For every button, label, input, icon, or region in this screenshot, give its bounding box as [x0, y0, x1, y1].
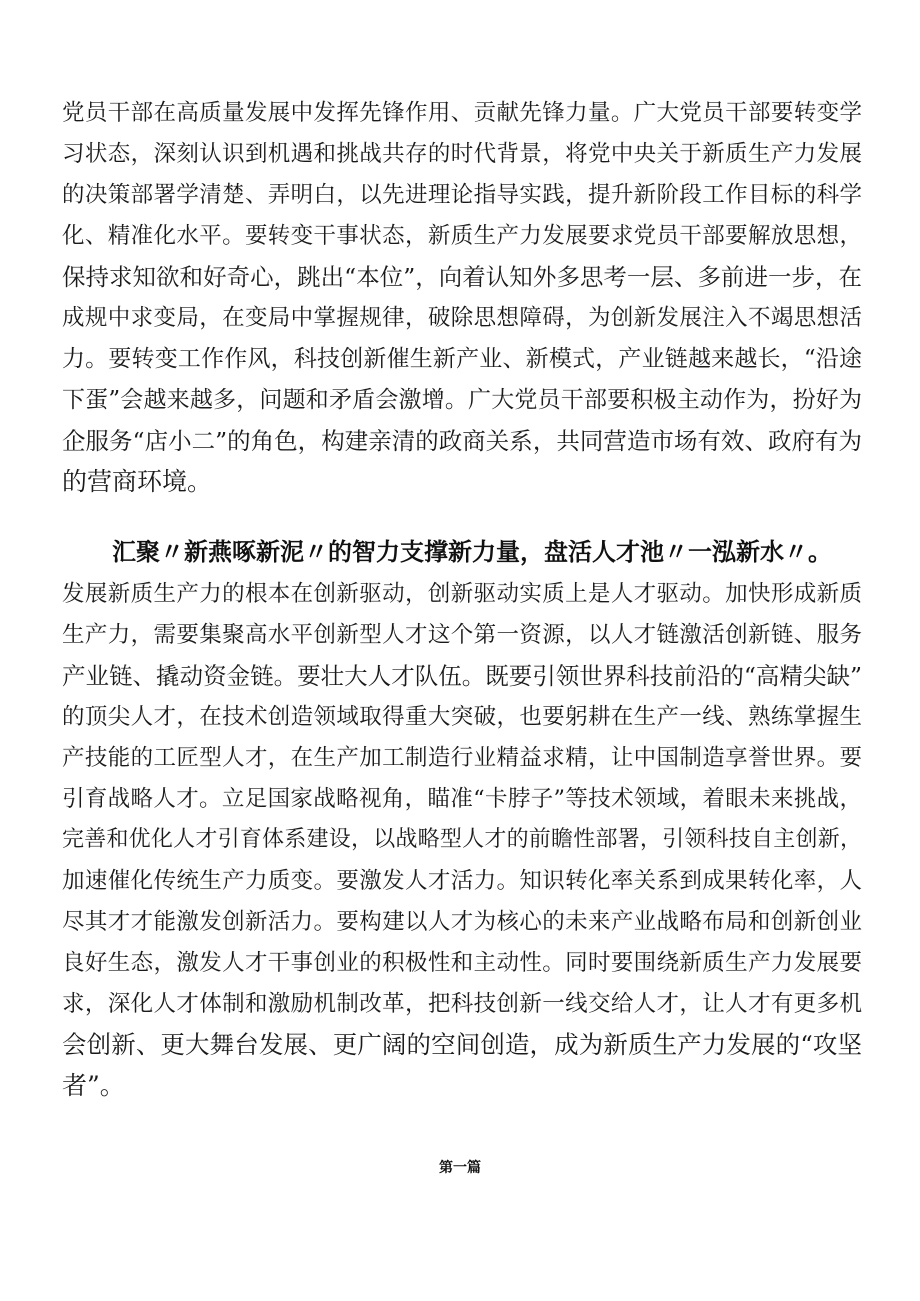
paragraph-line: 求，深化人才体制和激励机制改革，把科技创新一线交给人才，让人才有更多机: [62, 991, 862, 1017]
paragraph-line: 产技能的工匠型人才，在生产加工制造行业精益求精，让中国制造享誉世界。要: [62, 745, 862, 771]
paragraph-line: 化、精准化水平。要转变干事状态，新质生产力发展要求党员干部要解放思想，: [62, 223, 862, 249]
paragraph-line: 加速催化传统生产力质变。要激发人才活力。知识转化率关系到成果转化率，人: [62, 868, 862, 894]
paragraph-line: 保持求知欲和好奇心，跳出“本位”，向着认知外多思考一层、多前进一步，在: [62, 263, 862, 291]
section-heading: 汇聚〃新燕啄新泥〃的智力支撑新力量，盘活人才池〃一泓新水〃。: [112, 538, 832, 566]
paragraph-line: 生产力，需要集聚高水平创新型人才这个第一资源，以人才链激活创新链、服务: [62, 622, 862, 648]
paragraph-line: 习状态，深刻认识到机遇和挑战共存的时代背景，将党中央关于新质生产力发展: [62, 141, 862, 167]
paragraph-line: 的决策部署学清楚、弄明白，以先进理论指导实践，提升新阶段工作目标的科学: [62, 182, 862, 208]
paragraph-line: 发展新质生产力的根本在创新驱动，创新驱动实质上是人才驱动。加快形成新质: [62, 581, 862, 607]
paragraph-line: 的顶尖人才，在技术创造领域取得重大突破，也要躬耕在生产一线、熟练掌握生: [62, 704, 862, 730]
paragraph-line: 者”。: [62, 1071, 125, 1100]
paragraph-line: 良好生态，激发人才干事创业的积极性和主动性。同时要围绕新质生产力发展要: [62, 950, 862, 976]
paragraph-line: 成规中求变局，在变局中掌握规律，破除思想障碍，为创新发展注入不竭思想活: [62, 305, 862, 331]
paragraph-line: 产业链、撬动资金链。要壮大人才队伍。既要引领世界科技前沿的“高精尖缺”: [62, 662, 862, 690]
paragraph-line: 企服务“店小二”的角色，构建亲清的政商关系，共同营造市场有效、政府有为: [62, 427, 862, 455]
paragraph-line: 完善和优化人才引育体系建设，以战略型人才的前瞻性部署，引领科技自主创新，: [62, 827, 862, 852]
paragraph-line: 会创新、更大舞台发展、更广阔的空间创造，成为新质生产力发展的“攻坚: [62, 1030, 862, 1059]
paragraph-line: 尽其才才能激发创新活力。要构建以人才为核心的未来产业战略布局和创新创业: [62, 909, 862, 935]
page-label: 第一篇: [439, 1160, 481, 1176]
paragraph-line: 力。要转变工作作风，科技创新催生新产业、新模式，产业链越来越长，“沿途: [62, 346, 862, 372]
paragraph-line: 党员干部在高质量发展中发挥先锋作用、贡献先锋力量。广大党员干部要转变学: [62, 100, 862, 126]
paragraph-line: 下蛋”会越来越多，问题和矛盾会激增。广大党员干部要积极主动作为，扮好为: [62, 387, 862, 413]
paragraph-line: 引育战略人才。立足国家战略视角，瞄准“卡脖子”等技术领域，着眼未来挑战，: [62, 786, 862, 812]
paragraph-line: 的营商环境。: [62, 467, 213, 496]
